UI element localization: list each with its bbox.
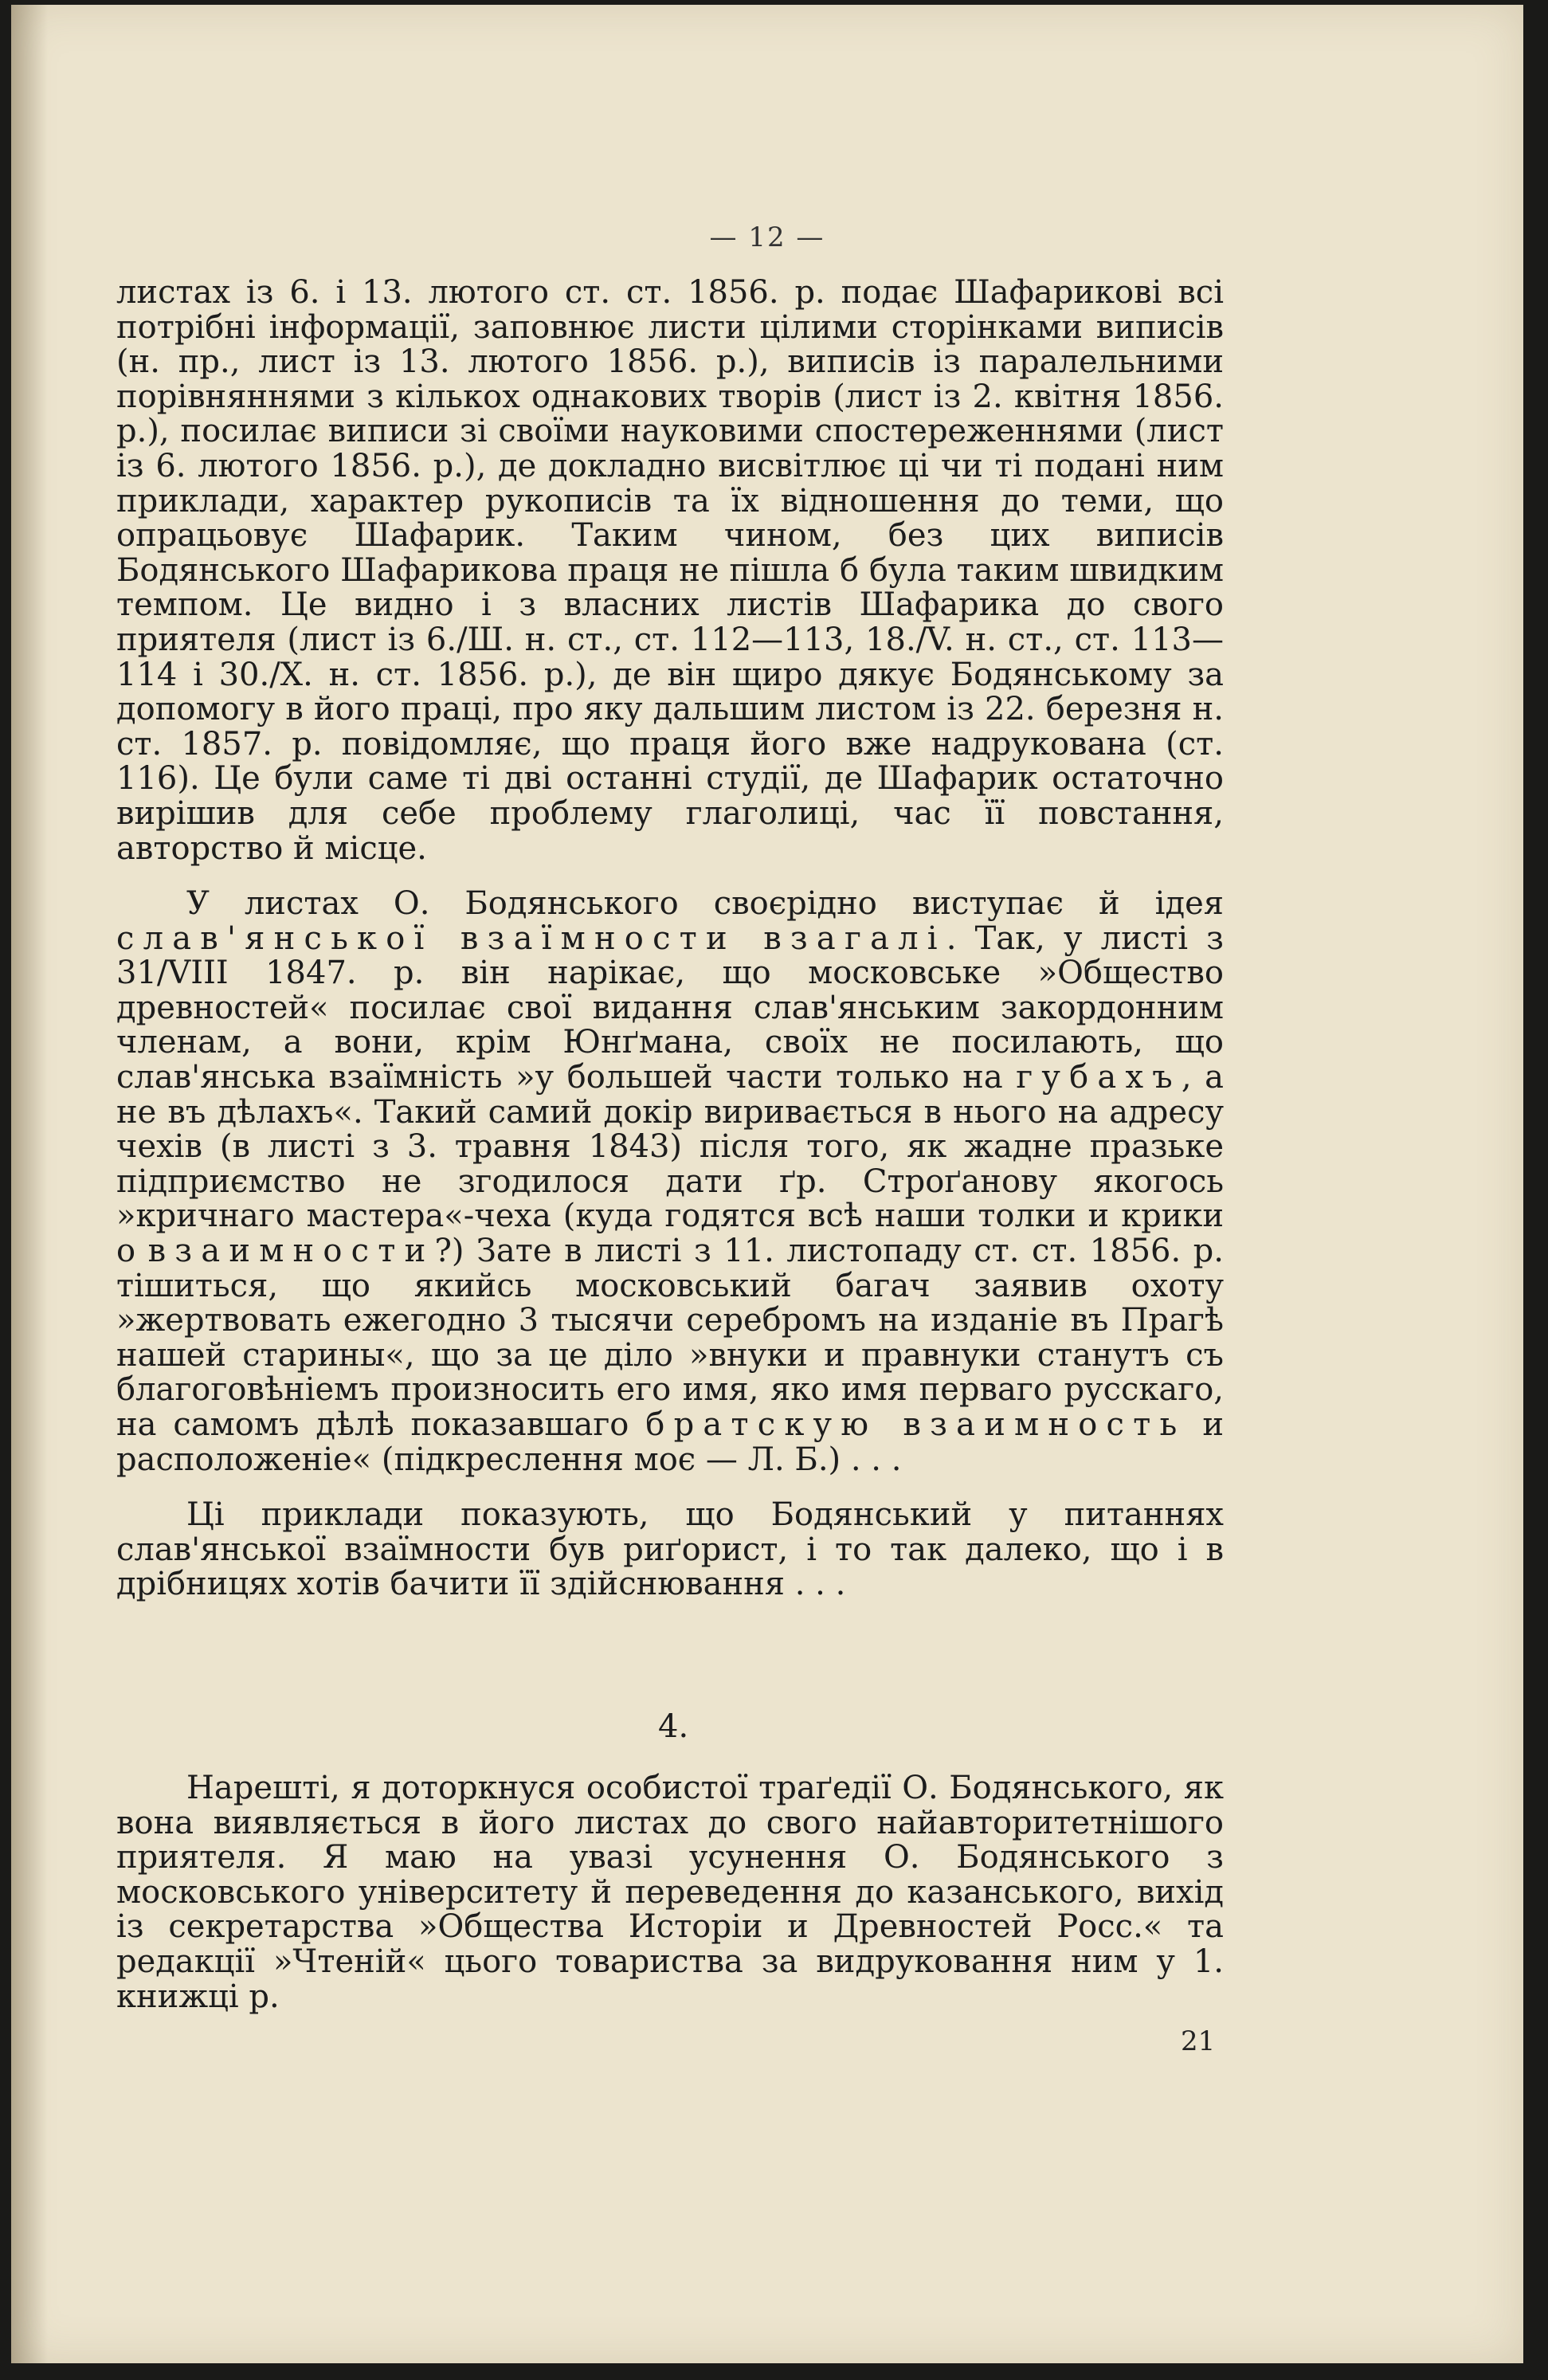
book-page bbox=[11, 5, 1523, 2363]
spaced-emphasis: взаимности bbox=[147, 1233, 435, 1270]
signature-number: 21 bbox=[1181, 2025, 1216, 2057]
paragraph-1: листах із 6. і 13. лютого ст. ст. 1856. р. подає Шафарикові всі потрібні інформації, заповнює листи цілими сторінками виписів (н. пр., лист із 13. лютого 1856. р.), виписів із паралельними порівняннями з кількох однакових творів (лист із 2. квітня 1856. р.), посилає виписи зі своїми науковими спостереженнями (лист із 6. лютого 1856. р.), де докладно висвітлює ці чи ті подані ним приклади, характер рукописів та їх відношення до теми, що опрацьовує Шафарик. Таким чином, без цих виписів Бодянського Шафарикова праця не пішла б була таким швидким темпом. Це видно і з власних листів Шафарика до свого приятеля (лист із 6./Ш. н. ст., ст. 112—113, 18./V. н. ст., ст. 113—114 і 30./Х. н. ст. 1856. р.), де він щиро дякує Бодянському за допомогу в його праці, про яку дальшим листом із 22. березня н. ст. 1857. р. повідомляє, що праця його вже надрукована (ст. 116). Це були саме ті дві останні студії, де Шафарик остаточно вирішив для себе проблему глаголиці, час її повстання, авторство й місце. bbox=[116, 274, 1224, 867]
section-number: 4. bbox=[658, 1708, 689, 1745]
paragraph-2: У листах О. Бодянського своєрідно виступає й ідея слав'янської взаїмности взагалі. Так, у листі з 31/VIII 1847. р. він нарікає, що московське »Общество древностей« посилає свої видання слав'янським закордонним членам, а вони, крім Юнґмана, своїх не посилають, що слав'янська взаїмність »у большей части только на губахъ, а не въ дѣлахъ«. Такий самий докір виривається в нього на адресу чехів (в листі з 3. травня 1843) після того, як жадне празьке підприємство не згодилося дати ґр. Строґанову якогось »кричнаго мастера«-чеха (куда годятся всѣ наши толки и крики о взаимности?) Зате в листі з 11. листопаду ст. ст. 1856. р. тішиться, що якийсь московський багач заявив охоту »жертвовать ежегодно 3 тысячи серебромъ на изданіе въ Прагѣ нашей старины«, що за це діло »внуки и правнуки станутъ съ благоговѣніемъ произносить его имя, яко имя перваго русскаго, на самомъ дѣлѣ показавшаго братскую взаимность и расположеніе« (підкреслення моє — Л. Б.) . . . bbox=[116, 885, 1225, 1478]
spaced-emphasis: губахъ bbox=[1016, 1059, 1182, 1096]
spaced-emphasis: слав'янської взаїмности взагалі bbox=[116, 919, 946, 957]
page-number-header: — 12 — bbox=[709, 222, 825, 253]
paragraph-3: Ці приклади показують, що Бодянський у питаннях слав'янської взаїмности був риґорист, і то так далеко, що і в дрібницях хотів бачити її здійснювання . . . bbox=[116, 1496, 1224, 1603]
paragraph-4: Нарешті, я доторкнуся особистої траґедії О. Бодянського, як вона виявляється в його листах до свого найавторитетнішого приятеля. Я маю на увазі усунення О. Бодянського з московського університету й переведення до казанського, вихід із секретарства »Общества Исторіи и Древностей Росс.« та редакції »Чтеній« цього товариства за видруковання ним у 1. книжці р. bbox=[116, 1770, 1224, 2015]
spaced-emphasis: братскую взаимность bbox=[645, 1406, 1186, 1443]
main-text-block bbox=[116, 276, 1224, 1602]
section-text-block bbox=[116, 1771, 1224, 2014]
